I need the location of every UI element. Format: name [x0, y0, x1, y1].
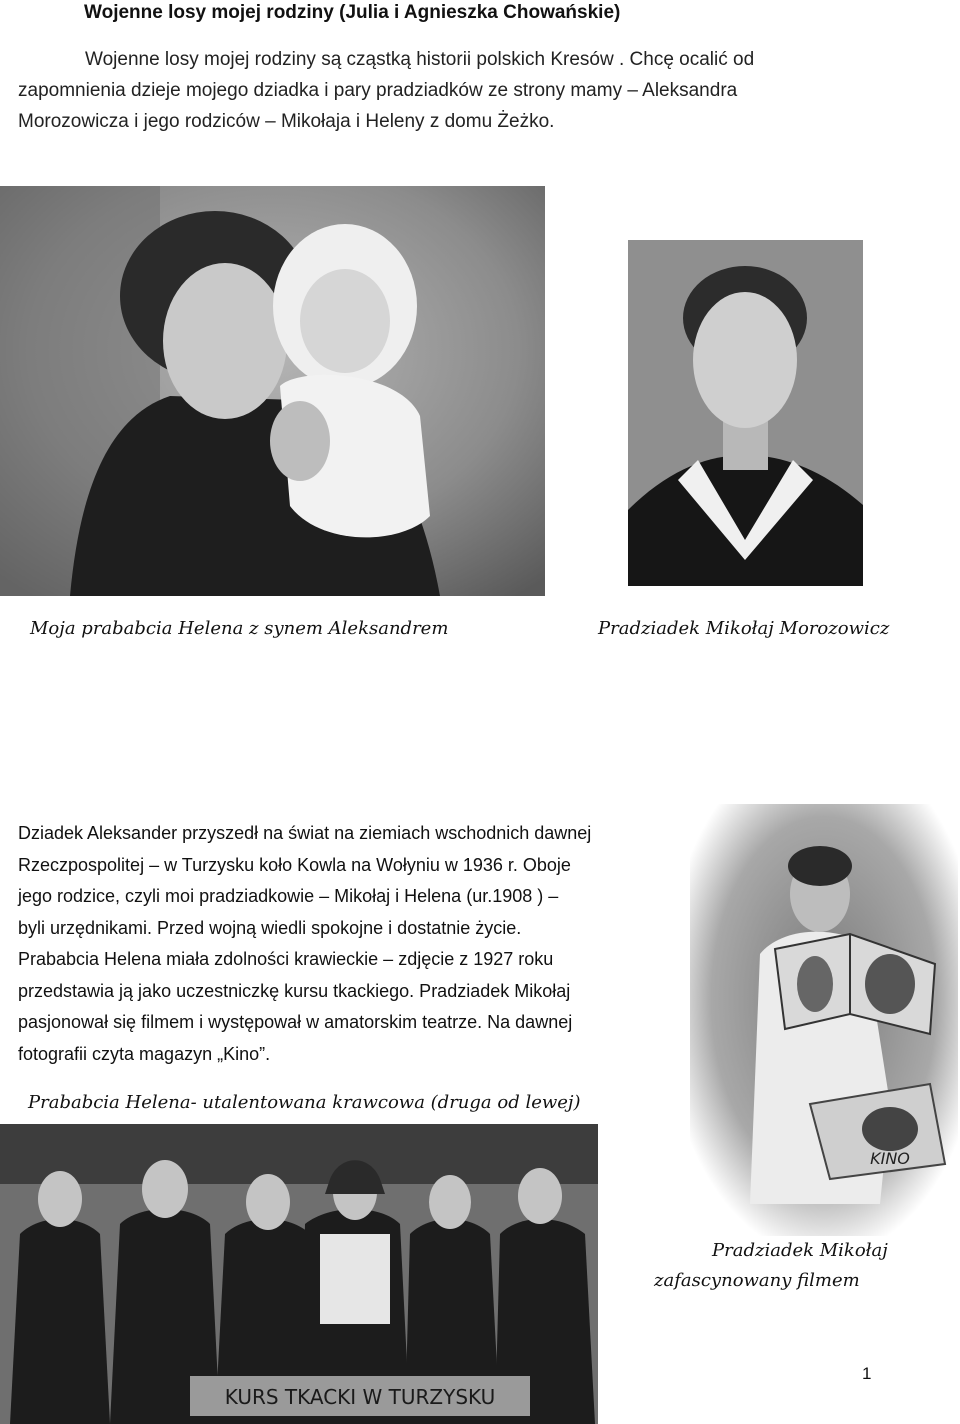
page-title: Wojenne losy mojej rodziny (Julia i Agnieszka Chowańskie): [84, 2, 621, 23]
body-line: Dziadek Aleksander przyszedł na świat na ziemiach wschodnich dawnej: [18, 823, 592, 843]
intro-line: Morozowicza i jego rodziców – Mikołaja i Heleny z domu Żeżko.: [18, 111, 555, 132]
body-paragraph: [18, 818, 678, 1070]
photo-weaving-course-image: [0, 1124, 598, 1424]
body-line: pasjonował się filmem i występował w amatorskim teatrze. Na dawnej: [18, 1012, 573, 1032]
body-line: przedstawia ją jako uczestniczkę kursu tkackiego. Pradziadek Mikołaj: [18, 980, 571, 1001]
body-line: byli urzędnikami. Przed wojną wiedli spokojne i dostatnie życie.: [18, 917, 522, 938]
caption-mikolaj-reading-line2: zafascynowany filmem: [654, 1270, 860, 1291]
course-banner-text: KURS TKACKI W TURZYSKU: [224, 1385, 496, 1409]
photo-helena-with-son: [0, 186, 545, 596]
caption-helena-with-son: Moja prababcia Helena z synem Aleksandrem: [30, 618, 449, 639]
photo-helena-with-son-image: [0, 186, 545, 596]
intro-paragraph: [18, 44, 818, 137]
photo-mikolaj-portrait-image: [628, 240, 863, 586]
photo-mikolaj-portrait: [628, 240, 863, 586]
photo-weaving-course: [0, 1124, 598, 1424]
photo-mikolaj-reading-image: [690, 804, 958, 1236]
magazine-title: KINO: [870, 1149, 910, 1168]
photo-mikolaj-reading: [690, 804, 958, 1236]
body-line: jego rodzice, czyli moi pradziadkowie – Mikołaj i Helena (ur.1908 ) –: [18, 886, 559, 906]
body-line: Rzeczpospolitej – w Turzysku koło Kowla na Wołyniu w 1936 r. Oboje: [18, 854, 571, 875]
caption-mikolaj-portrait: Pradziadek Mikołaj Morozowicz: [598, 618, 890, 639]
body-line: fotografii czyta magazyn „Kino”.: [18, 1043, 271, 1064]
caption-helena-course: Prababcia Helena- utalentowana krawcowa (druga od lewej): [28, 1092, 581, 1113]
intro-line: Wojenne losy mojej rodziny są cząstką historii polskich Kresów . Chcę ocalić od: [85, 49, 755, 70]
caption-mikolaj-reading-line1: Pradziadek Mikołaj: [712, 1240, 888, 1261]
intro-line: zapomnienia dzieje mojego dziadka i pary pradziadków ze strony mamy – Aleksandra: [18, 80, 738, 101]
body-line: Prababcia Helena miała zdolności krawieckie – zdjęcie z 1927 roku: [18, 949, 554, 969]
page-number: 1: [862, 1364, 872, 1383]
